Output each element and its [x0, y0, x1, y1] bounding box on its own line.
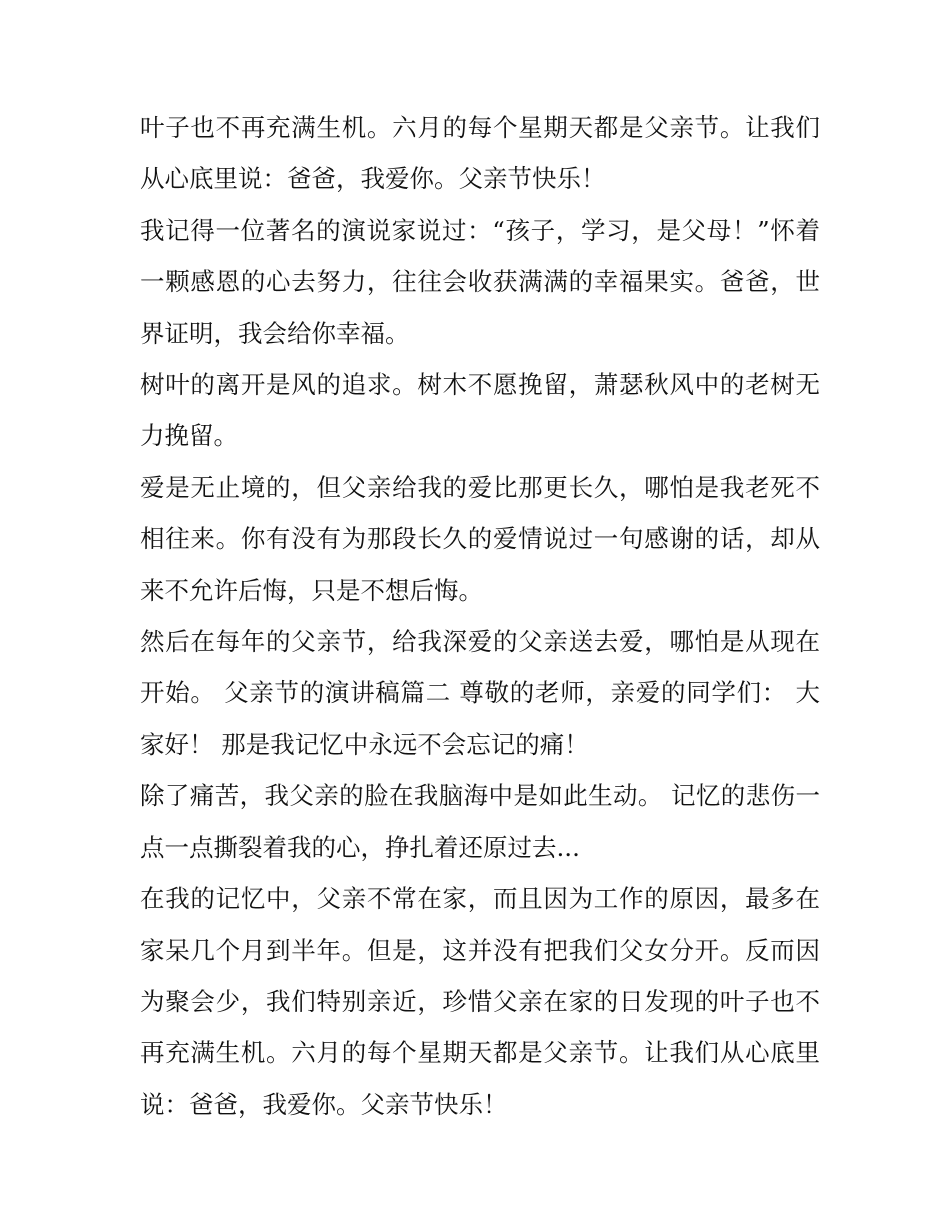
paragraph-1: 叶子也不再充满生机。六月的每个星期天都是父亲节。让我们从心底里说：爸爸，我爱你。父亲节快乐！	[140, 113, 820, 194]
paragraph-3: 树叶的离开是风的追求。树木不愿挽留，萧瑟秋风中的老树无力挽留。	[140, 370, 820, 451]
paragraph-2: 我记得一位著名的演说家说过：“孩子，学习，是父母！”怀着一颗感恩的心去努力，往往会收获满满的幸福果实。爸爸，世界证明，我会给你幸福。	[140, 215, 820, 348]
paragraph-7: 在我的记忆中，父亲不常在家，而且因为工作的原因，最多在家呆几个月到半年。但是，这并没有把我们父女分开。反而因为聚会少，我们特别亲近，珍惜父亲在家的日发现的叶子也不再充满生机。六月的每个星期天都是父亲节。让我们从心底里说：爸爸，我爱你。父亲节快乐！	[140, 884, 820, 1119]
paragraph-5: 然后在每年的父亲节，给我深爱的父亲送去爱，哪怕是从现在开始。 父亲节的演讲稿篇二 尊敬的老师，亲爱的同学们： 大家好！ 那是我记忆中永远不会忘记的痛！	[140, 627, 820, 759]
body-text	[140, 102, 820, 1130]
paragraph-6: 除了痛苦，我父亲的脸在我脑海中是如此生动。 记忆的悲伤一点一点撕裂着我的心，挣扎着还原过去...	[140, 781, 820, 862]
paragraph-4: 爱是无止境的，但父亲给我的爱比那更长久，哪怕是我老死不相往来。你有没有为那段长久的爱情说过一句感谢的话，却从来不允许后悔，只是不想后悔。	[140, 472, 820, 605]
